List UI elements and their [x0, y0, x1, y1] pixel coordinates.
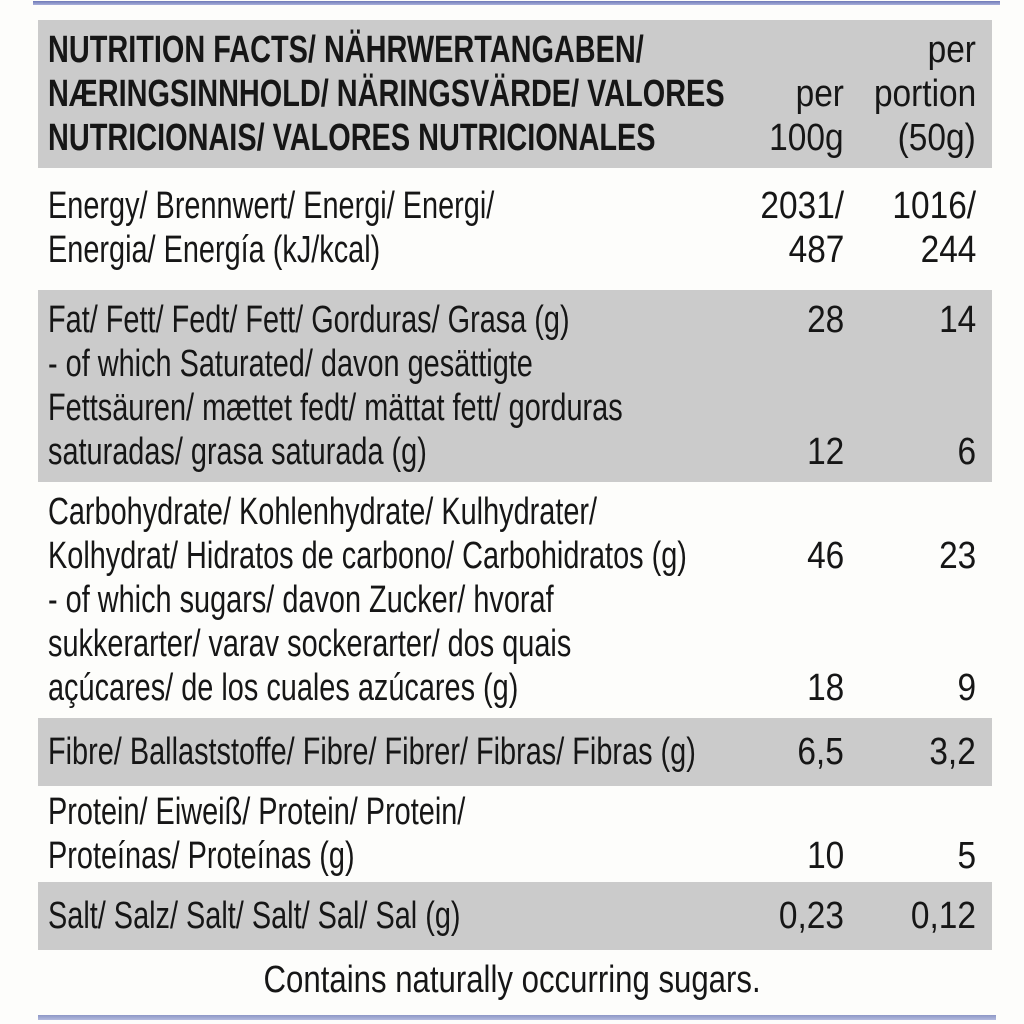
nutrient-label-cell: [48, 72, 726, 116]
nutrient-label-cell: [48, 666, 726, 710]
nutrition-line: [48, 790, 982, 834]
per-portion-value: 5: [957, 835, 976, 877]
per-portion-value-cell: [844, 386, 982, 430]
per-portion-value: 9: [957, 667, 976, 709]
per-portion-value-cell: [844, 430, 982, 474]
nutrient-label-cell: [48, 790, 726, 834]
nutrient-label: açúcares/ de los cuales azúcares (g): [48, 667, 519, 709]
per-100g-value-cell: [726, 666, 844, 710]
per-portion-value-cell: [844, 790, 982, 834]
nutrient-label: NUTRITION FACTS/ NÄHRWERTANGABEN/: [48, 29, 644, 71]
nutrient-label: Protein/ Eiweiß/ Protein/ Protein/: [48, 791, 466, 833]
nutrient-label-cell: [48, 28, 726, 72]
section-carbohydrate: [38, 482, 992, 718]
nutrient-label-cell: [48, 298, 726, 342]
nutrient-label: sukkerarter/ varav sockerarter/ dos quais: [48, 623, 572, 665]
nutrition-line: [48, 386, 982, 430]
per-portion-value: 23: [938, 535, 976, 577]
per-100g-value-cell: [726, 730, 844, 774]
section-protein: [38, 786, 992, 882]
per-100g-value-cell: [726, 622, 844, 666]
per-portion-value-cell: [844, 834, 982, 878]
per-100g-value: 46: [806, 535, 844, 577]
nutrient-label: Fat/ Fett/ Fedt/ Fett/ Gorduras/ Grasa (g): [48, 299, 570, 341]
per-portion-value: 14: [938, 299, 976, 341]
per-100g-value: 100g: [769, 117, 844, 159]
nutrient-label-cell: [48, 386, 726, 430]
nutrient-label-cell: [48, 622, 726, 666]
per-100g-value-cell: [726, 490, 844, 534]
per-100g-value-cell: [726, 534, 844, 578]
per-100g-value: 28: [806, 299, 844, 341]
section-fibre: [38, 718, 992, 786]
per-100g-value-cell: [726, 834, 844, 878]
nutrient-label-cell: [48, 834, 726, 878]
per-portion-value-cell: [844, 298, 982, 342]
nutrient-label: Energy/ Brennwert/ Energi/ Energi/: [48, 185, 495, 227]
nutrient-label: Fettsäuren/ mættet fedt/ mättat fett/ gorduras: [48, 387, 623, 429]
nutrition-line: [48, 578, 982, 622]
nutrient-label: Fibre/ Ballaststoffe/ Fibre/ Fibrer/ Fibras/ Fibras (g): [48, 731, 696, 773]
per-portion-value: 1016/: [892, 185, 976, 227]
per-portion-value: 0,12: [910, 895, 976, 937]
section-header: [38, 20, 992, 168]
bottom-accent-line: [38, 1015, 996, 1020]
nutrition-line: [48, 834, 982, 878]
per-portion-value: (50g): [897, 117, 976, 159]
per-100g-value-cell: [726, 72, 844, 116]
per-100g-value: 18: [806, 667, 844, 709]
nutrition-line: [48, 430, 982, 474]
nutrition-line: [48, 298, 982, 342]
nutrition-line: [48, 534, 982, 578]
nutrient-label: Proteínas/ Proteínas (g): [48, 835, 355, 877]
section-salt: [38, 882, 992, 950]
nutrient-label-cell: [48, 116, 726, 160]
per-portion-value-cell: [844, 116, 982, 160]
nutrition-line: [48, 894, 982, 938]
per-100g-value-cell: [726, 28, 844, 72]
nutrient-label: Salt/ Salz/ Salt/ Salt/ Sal/ Sal (g): [48, 895, 461, 937]
per-portion-value-cell: [844, 534, 982, 578]
nutrient-label-cell: [48, 184, 726, 228]
per-portion-value-cell: [844, 730, 982, 774]
nutrient-label-cell: [48, 730, 726, 774]
nutrition-line: [48, 490, 982, 534]
per-100g-value-cell: [726, 790, 844, 834]
per-100g-value-cell: [726, 430, 844, 474]
per-100g-value-cell: [726, 342, 844, 386]
nutrient-label-cell: [48, 342, 726, 386]
per-portion-value-cell: [844, 28, 982, 72]
footer-note-text: Contains naturally occurring sugars.: [263, 959, 761, 1001]
section-energy: [38, 168, 992, 290]
nutrient-label: NÆRINGSINNHOLD/ NÄRINGSVÄRDE/ VALORES: [48, 73, 725, 115]
footer-note: [0, 958, 1024, 1002]
section-fat: [38, 290, 992, 482]
per-100g-value: 10: [806, 835, 844, 877]
per-portion-value-cell: [844, 72, 982, 116]
per-100g-value: per: [795, 73, 844, 115]
per-100g-value-cell: [726, 894, 844, 938]
per-100g-value: 0,23: [778, 895, 844, 937]
per-portion-value-cell: [844, 894, 982, 938]
nutrition-line: [48, 730, 982, 774]
per-100g-value: 6,5: [797, 731, 844, 773]
per-portion-value-cell: [844, 184, 982, 228]
nutrient-label: Kolhydrat/ Hidratos de carbono/ Carbohidratos (g): [48, 535, 687, 577]
nutrient-label: saturadas/ grasa saturada (g): [48, 431, 427, 473]
per-100g-value-cell: [726, 228, 844, 272]
nutrient-label: Energia/ Energía (kJ/kcal): [48, 229, 381, 271]
nutrition-line: [48, 72, 982, 116]
per-100g-value-cell: [726, 386, 844, 430]
nutrition-line: [48, 342, 982, 386]
per-portion-value: 3,2: [929, 731, 976, 773]
per-portion-value: per: [927, 29, 976, 71]
nutrient-label-cell: [48, 894, 726, 938]
nutrient-label-cell: [48, 534, 726, 578]
nutrition-table: [38, 20, 992, 950]
nutrient-label: NUTRICIONAIS/ VALORES NUTRICIONALES: [48, 117, 656, 159]
nutrition-line: [48, 228, 982, 272]
per-100g-value-cell: [726, 116, 844, 160]
nutrient-label: - of which Saturated/ davon gesättigte: [48, 343, 533, 385]
nutrition-line: [48, 666, 982, 710]
nutrient-label-cell: [48, 490, 726, 534]
per-portion-value: portion: [873, 73, 976, 115]
nutrient-label-cell: [48, 430, 726, 474]
per-portion-value-cell: [844, 342, 982, 386]
per-100g-value: 487: [788, 229, 844, 271]
nutrient-label-cell: [48, 578, 726, 622]
top-accent-line: [33, 1, 1000, 5]
per-100g-value-cell: [726, 578, 844, 622]
nutrition-line: [48, 622, 982, 666]
nutrient-label: - of which sugars/ davon Zucker/ hvoraf: [48, 579, 554, 621]
per-100g-value: 12: [806, 431, 844, 473]
nutrient-label-cell: [48, 228, 726, 272]
per-portion-value-cell: [844, 228, 982, 272]
per-portion-value-cell: [844, 666, 982, 710]
nutrient-label: Carbohydrate/ Kohlenhydrate/ Kulhydrater/: [48, 491, 598, 533]
nutrition-line: [48, 184, 982, 228]
per-portion-value-cell: [844, 622, 982, 666]
per-100g-value-cell: [726, 184, 844, 228]
per-100g-value: 2031/: [760, 185, 844, 227]
per-portion-value-cell: [844, 490, 982, 534]
per-portion-value: 244: [920, 229, 976, 271]
per-100g-value-cell: [726, 298, 844, 342]
nutrition-line: [48, 28, 982, 72]
per-portion-value: 6: [957, 431, 976, 473]
nutrition-line: [48, 116, 982, 160]
per-portion-value-cell: [844, 578, 982, 622]
